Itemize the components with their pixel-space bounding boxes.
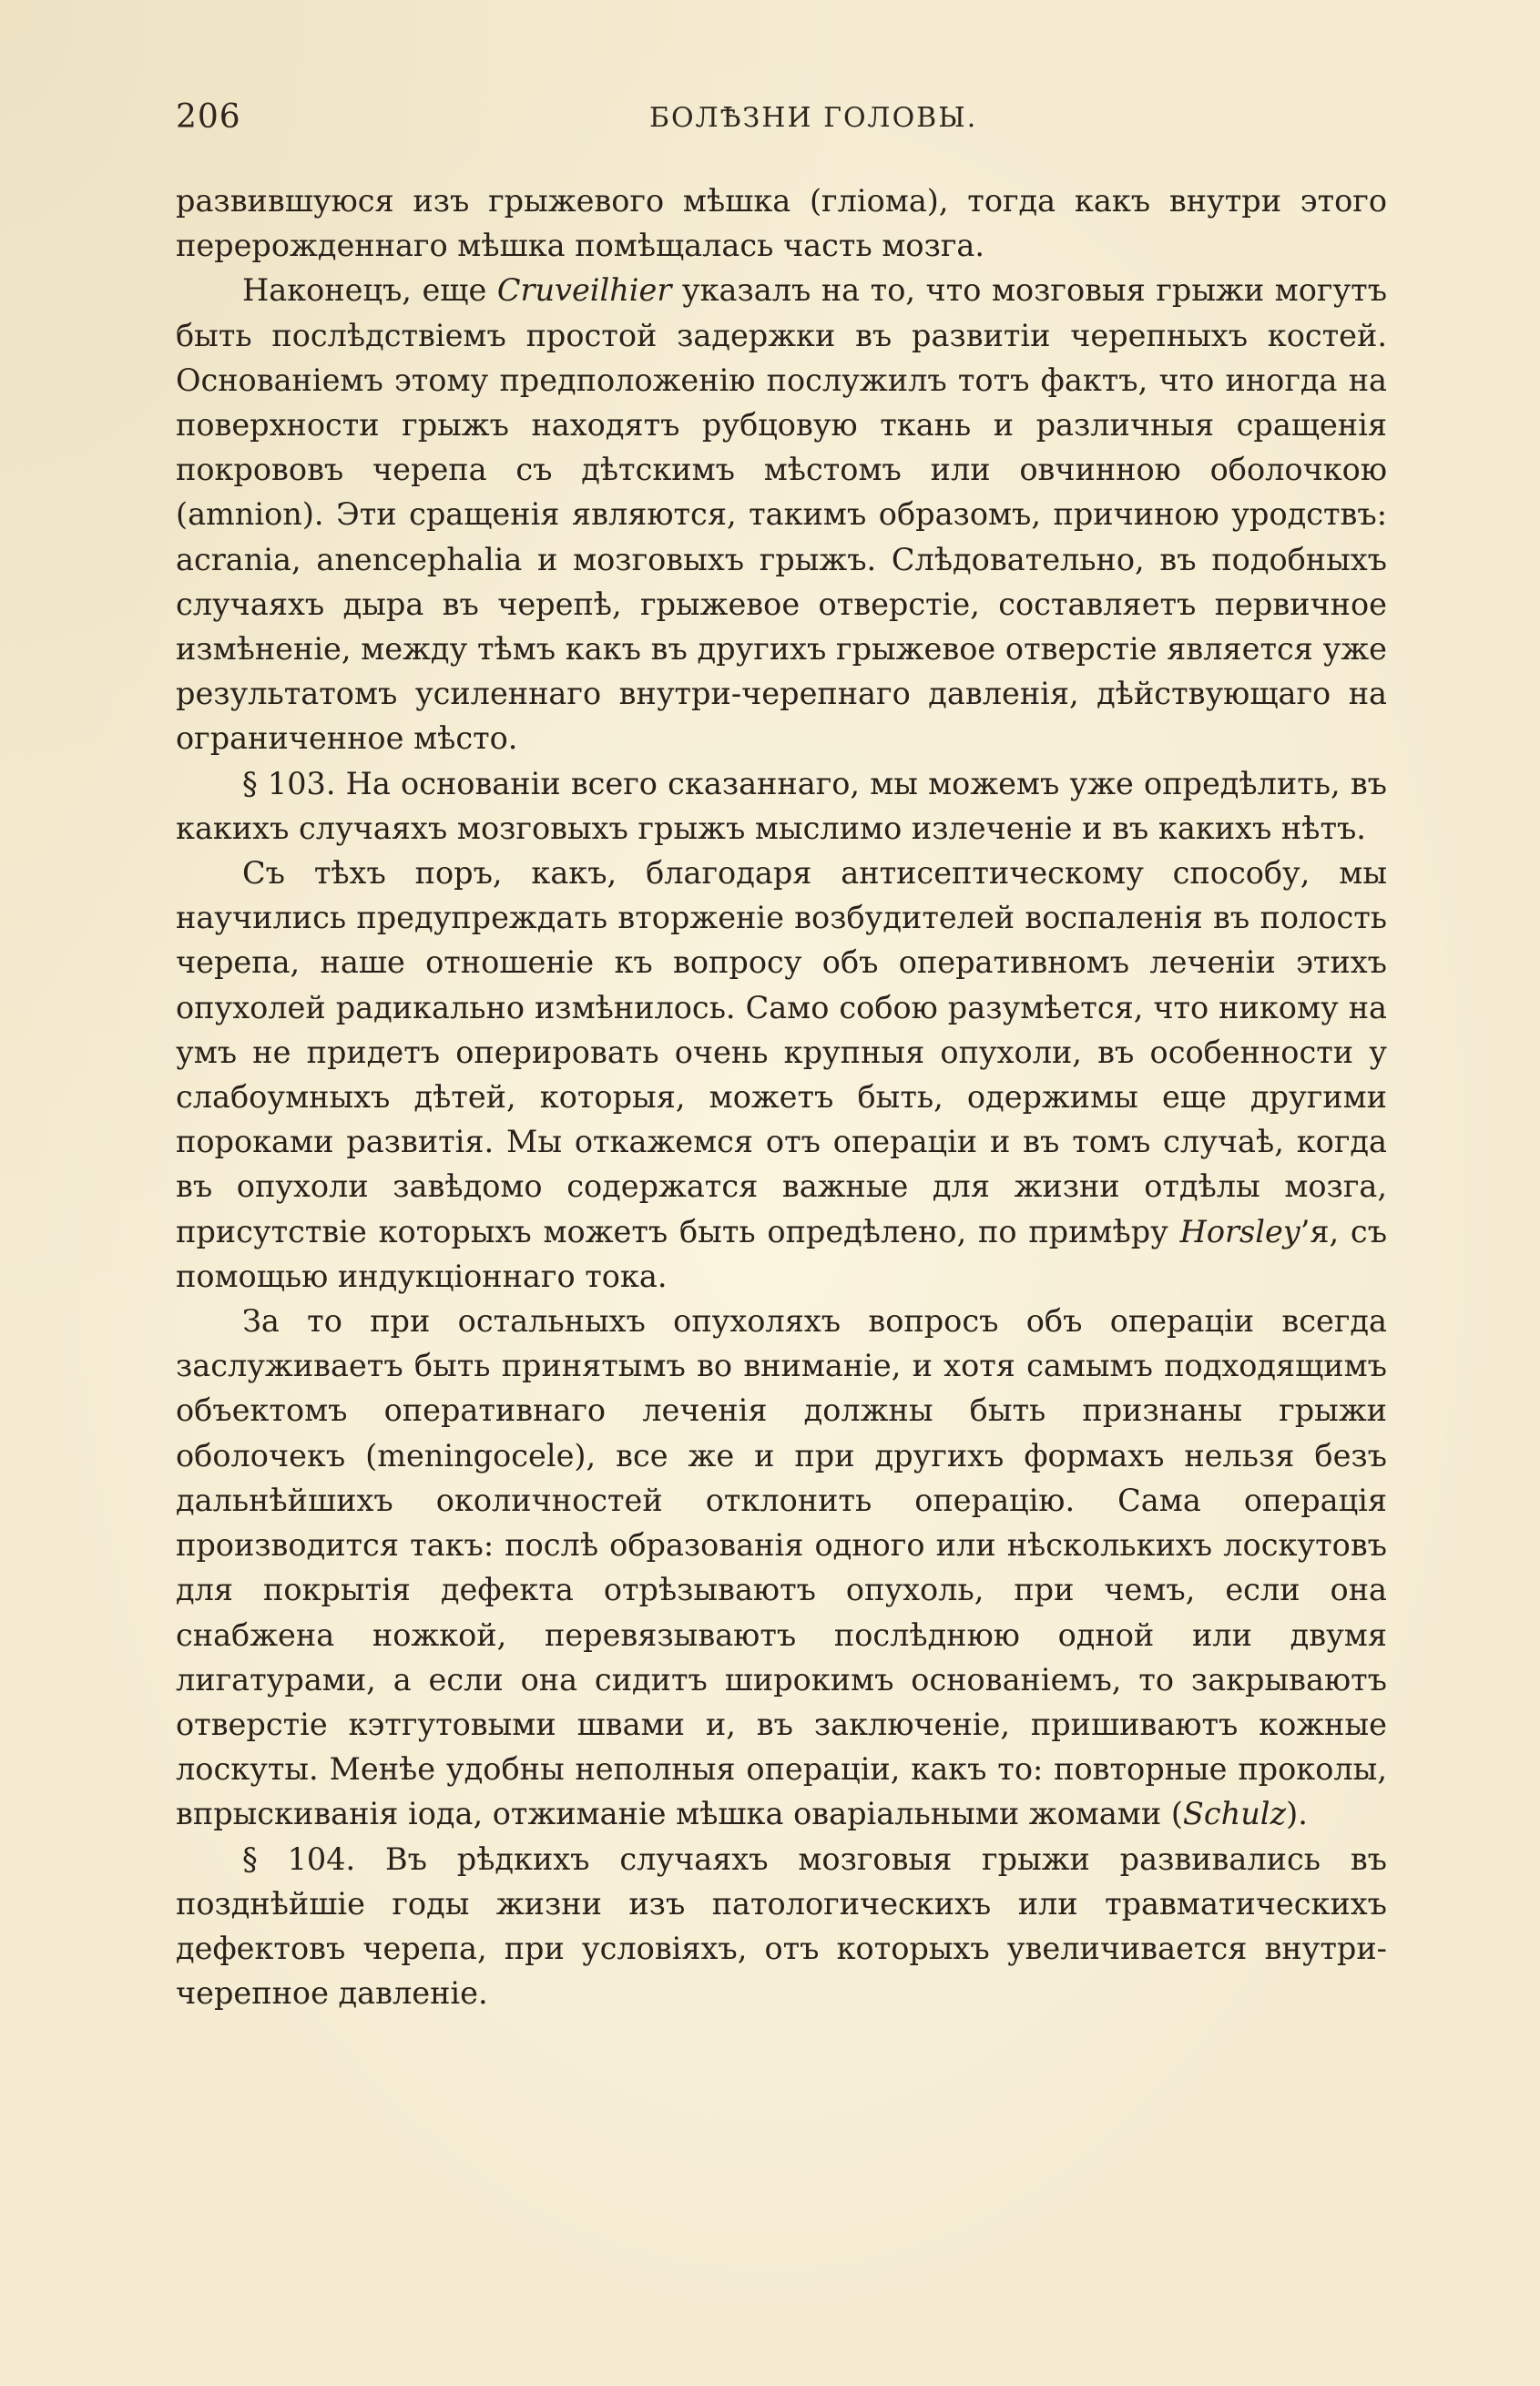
text-segment: ’я, съ помощью индукціоннаго тока. (176, 1213, 1388, 1294)
page-number: 206 (176, 98, 241, 136)
running-head (176, 98, 1392, 153)
body-text (176, 178, 1387, 2015)
paragraph-operation (176, 1299, 1387, 1836)
text-segment: развившуюся изъ грыжевого мѣшка (гліома), тогда какъ внутри этого перерожденнаго мѣшка помѣщалась часть мозга. (176, 183, 1387, 264)
text-segment: указалъ на то, что мозговыя грыжи могутъ быть послѣдствіемъ простой задержки въ развитіи черепныхъ костей. Основаніемъ этому предположенію послужилъ тотъ фактъ, что иногда на поверхности грыжъ находятъ рубцовую ткань и различныя сращенія покрововъ черепа съ дѣтскимъ мѣстомъ или овчинною оболочкою (amnion). Эти сращенія являются, такимъ образомъ, причиною уродствъ: acrania, anencephalia и мозговыхъ грыжъ. Слѣдовательно, въ подобныхъ случаяхъ дыра въ черепѣ, грыжевое отверстіе, составляетъ первичное измѣненіе, между тѣмъ какъ въ другихъ грыжевое отверстіе является уже результатомъ усиленнаго внутри-черепнаго давленія, дѣйствующаго на ограниченное мѣсто. (176, 272, 1388, 757)
paragraph-cruveilhier (176, 268, 1387, 760)
text-segment: § 104. Въ рѣдкихъ случаяхъ мозговыя грыжи развивались въ позднѣйшіе годы жизни изъ патологическихъ или травматическихъ дефектовъ черепа, при условіяхъ, отъ которыхъ увеличивается внутри-черепное давленіе. (176, 1840, 1387, 2012)
author-name-italic: Horsley (1179, 1213, 1300, 1249)
paragraph-section-104 (176, 1837, 1387, 2016)
author-name-italic: Cruveilhier (496, 272, 672, 309)
text-segment: § 103. На основаніи всего сказаннаго, мы можемъ уже опредѣлить, въ какихъ случаяхъ мозговыхъ грыжъ мыслимо излеченіе и въ какихъ нѣтъ. (176, 765, 1387, 846)
running-title: БОЛѢЗНИ ГОЛОВЫ. (649, 102, 978, 134)
text-segment: За то при остальныхъ опухоляхъ вопросъ объ операціи всегда заслуживаетъ быть принятымъ во вниманіе, и хотя самымъ подходящимъ объектомъ оперативнаго леченія должны быть признаны грыжи оболочекъ (meningocele), все же и при другихъ формахъ нельзя безъ дальнѣйшихъ околичностей отклонить операцію. Сама операція производится такъ: послѣ образованія одного или нѣсколькихъ лоскутовъ для покрытія дефекта отрѣзываютъ опухоль, при чемъ, если она снабжена ножкой, перевязываютъ послѣднюю одной или двумя лигатурами, а если она сидитъ широкимъ основаніемъ, то закрываютъ отверстіе кэтгутовыми швами и, въ заключеніе, пришиваютъ кожные лоскуты. Менѣе удобны неполныя операціи, какъ то: повторные проколы, впрыскиванія іода, отжиманіе мѣшка оваріальными жомами ( (176, 1303, 1387, 1832)
paragraph-continuation (176, 178, 1387, 268)
text-segment: Наконецъ, еще (242, 272, 497, 309)
text-segment: Съ тѣхъ поръ, какъ, благодаря антисептическому способу, мы научились предупреждать вторженіе возбудителей воспаленія въ полость черепа, наше отношеніе къ вопросу объ оперативномъ леченіи этихъ опухолей радикально измѣнилось. Само собою разумѣется, что никому на умъ не придетъ оперировать очень крупныя опухоли, въ особенности у слабоумныхъ дѣтей, которыя, можетъ быть, одержимы еще другими пороками развитія. Мы откажемся отъ операціи и въ томъ случаѣ, когда въ опухоли завѣдомо содержатся важные для жизни отдѣлы мозга, присутствіе которыхъ можетъ быть опредѣлено, по примѣру (176, 855, 1387, 1249)
text-segment: ). (1286, 1796, 1308, 1832)
paragraph-antiseptic (176, 851, 1387, 1299)
paragraph-section-103 (176, 761, 1387, 851)
author-name-italic: Schulz (1182, 1796, 1287, 1832)
